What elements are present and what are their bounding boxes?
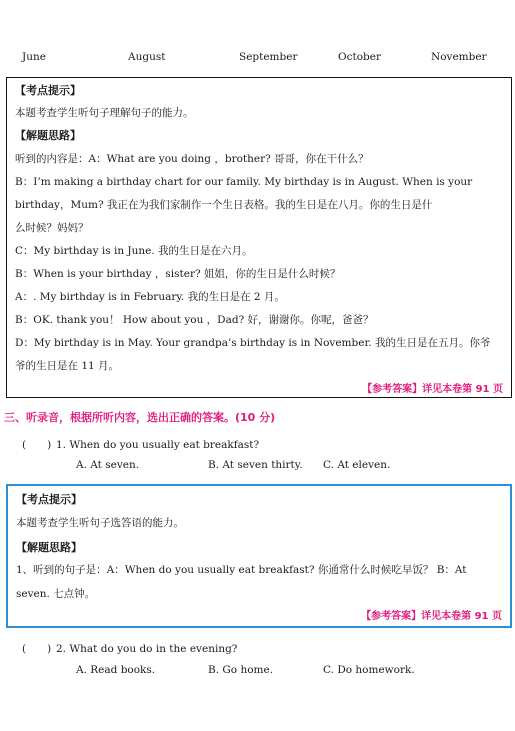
month-row bbox=[0, 51, 515, 65]
solution-line: B：I’m making a birthday chart for our family. My birthday is in August. When is your bbox=[15, 176, 473, 188]
question-text: 2. What do you do in the evening? bbox=[56, 643, 238, 655]
option-a[interactable]: A. Read books. bbox=[76, 664, 156, 676]
question-text: 1. When do you usually eat breakfast? bbox=[56, 439, 260, 451]
option-c[interactable]: C. Do homework. bbox=[323, 664, 415, 676]
month-label: November bbox=[431, 51, 487, 63]
hint-tag: 【考点提示】 bbox=[15, 84, 81, 97]
solution-line: 么时候？妈妈？ bbox=[15, 222, 89, 234]
month-label: October bbox=[338, 51, 381, 63]
option-c[interactable]: C. At eleven. bbox=[323, 459, 391, 471]
question-2 bbox=[22, 641, 237, 656]
solution-tag: 【解题思路】 bbox=[16, 541, 82, 554]
question-1 bbox=[22, 437, 259, 452]
month-label: September bbox=[239, 51, 298, 63]
explanation-box-1 bbox=[6, 77, 512, 398]
solution-line: D：My birthday is in May. Your grandpa’s birthday is in November. 我的生日是在五月。你爷 bbox=[15, 337, 491, 349]
solution-line: birthday，Mum? 我正在为我们家制作一个生日表格。我的生日是在八月。你的生日是什 bbox=[15, 199, 433, 211]
option-a[interactable]: A. At seven. bbox=[76, 459, 140, 471]
month-label: August bbox=[128, 51, 166, 63]
solution-line: B：When is your birthday ，sister? 姐姐，你的生日是什么时候？ bbox=[15, 268, 341, 280]
hint-text: 本题考查学生听句子理解句子的能力。 bbox=[15, 107, 194, 119]
solution-line: A：. My birthday is in February. 我的生日是在 2 月。 bbox=[15, 291, 285, 303]
reference-answer: 【参考答案】详见本卷第 91 页 bbox=[361, 611, 502, 622]
answer-blank[interactable]: ( ) bbox=[22, 439, 52, 451]
option-b[interactable]: B. Go home. bbox=[208, 664, 274, 676]
section-title: 三、听录音，根据所听内容，选出正确的答案。(10 分) bbox=[4, 411, 276, 424]
solution-line: seven. 七点钟。 bbox=[16, 588, 96, 600]
answer-blank[interactable]: ( ) bbox=[22, 643, 52, 655]
explanation-box-2 bbox=[6, 484, 512, 628]
solution-line: C：My birthday is in June. 我的生日是在六月。 bbox=[15, 245, 253, 257]
solution-tag: 【解题思路】 bbox=[15, 129, 81, 142]
hint-text: 本题考查学生听句子选答语的能力。 bbox=[16, 517, 184, 529]
solution-line: 1、听到的句子是：A：When do you usually eat breakfast? 你通常什么时候吃早饭？ B：At bbox=[16, 564, 467, 576]
solution-line: 爷的生日是在 11 月。 bbox=[15, 360, 120, 372]
reference-answer: 【参考答案】详见本卷第 91 页 bbox=[362, 384, 503, 395]
solution-line: 听到的内容是：A：What are you doing ，brother? 哥哥，你在干什么？ bbox=[15, 153, 369, 165]
solution-line: B：OK. thank you！ How about you ，Dad? 好，谢谢你。你呢，爸爸？ bbox=[15, 314, 374, 326]
month-label: June bbox=[22, 51, 46, 63]
hint-tag: 【考点提示】 bbox=[16, 493, 82, 506]
option-b[interactable]: B. At seven thirty. bbox=[208, 459, 303, 471]
